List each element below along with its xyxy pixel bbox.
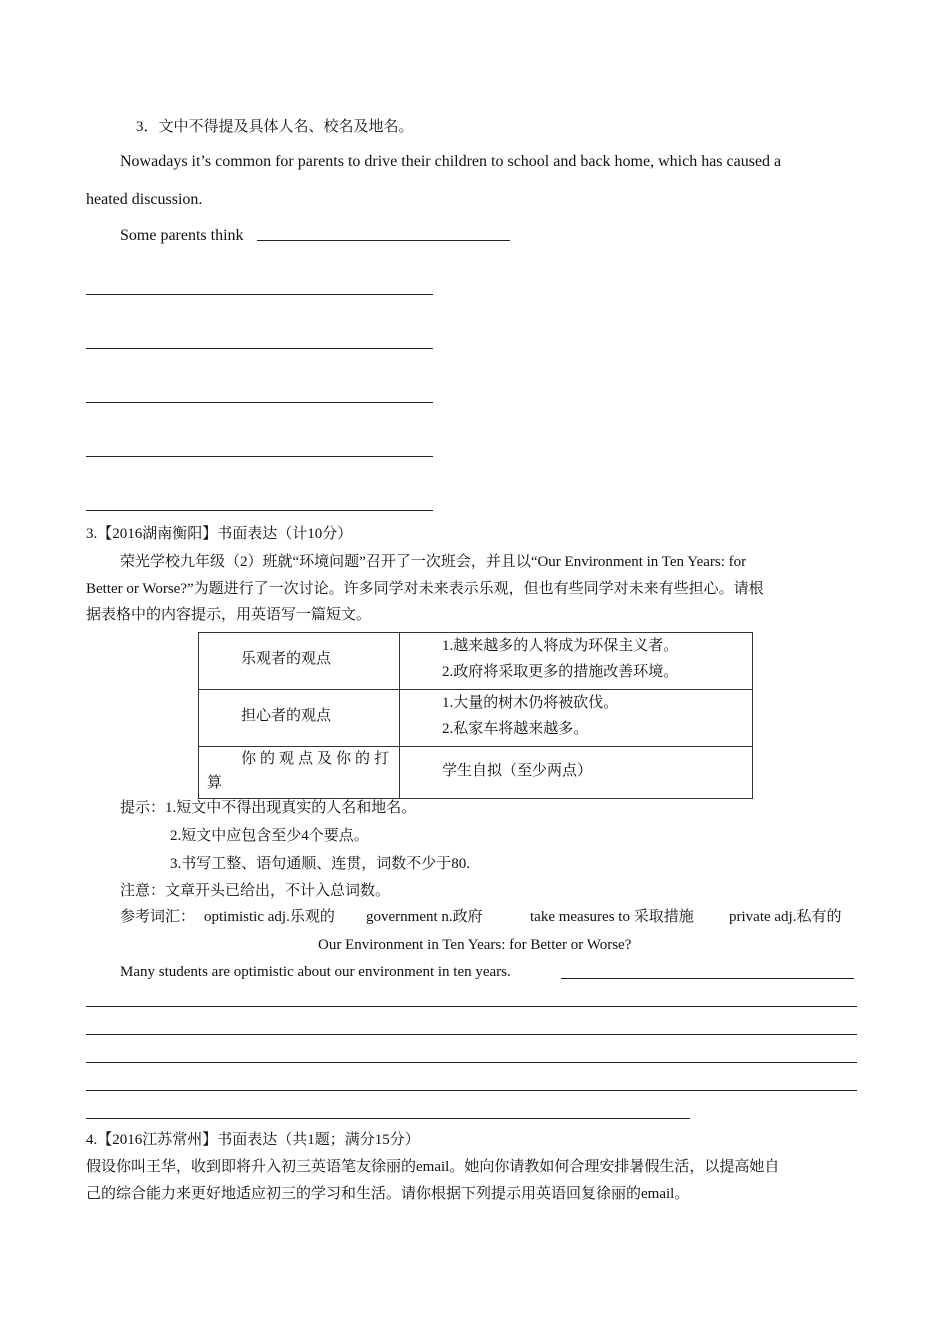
answer-line[interactable] bbox=[86, 510, 433, 511]
vocab-label: 参考词汇： bbox=[120, 909, 196, 925]
rule-3: 3．文中不得提及具体人名、校名及地名。 bbox=[136, 119, 414, 135]
essay-start: Many students are optimistic about our environment in ten years. bbox=[120, 964, 511, 980]
table-cell bbox=[400, 690, 753, 747]
vocab-item-3: take measures to 采取措施 bbox=[530, 909, 694, 925]
q3-paragraph-line-2: Better or Worse?”为题进行了一次讨论。许多同学对未来表示乐观，但也有些同学对未来有些担心。请根 bbox=[86, 581, 764, 597]
table-cell bbox=[199, 690, 400, 747]
table-cell bbox=[199, 633, 400, 690]
opinion-table bbox=[198, 632, 753, 799]
tips-2: 2.短文中应包含至少4个要点。 bbox=[170, 828, 369, 844]
intro-line-1: Nowadays it’s common for parents to drive their children to school and back home, which has caused a bbox=[120, 153, 782, 170]
answer-line[interactable] bbox=[86, 348, 433, 349]
tips-3: 3.书写工整、语句通顺、连贯，词数不少于80. bbox=[170, 856, 471, 872]
table-row bbox=[199, 690, 753, 747]
row1-item-1: 1.越来越多的人将成为环保主义者。 bbox=[442, 638, 679, 654]
tips-1: 提示：1.短文中不得出现真实的人名和地名。 bbox=[120, 800, 417, 816]
q3-paragraph-line-3: 据表格中的内容提示，用英语写一篇短文。 bbox=[86, 607, 372, 623]
row3-content: 学生自拟（至少两点） bbox=[442, 763, 593, 779]
table-row bbox=[199, 633, 753, 690]
essay-title: Our Environment in Ten Years: for Better or Worse? bbox=[318, 937, 632, 953]
row3-label-part-2: 算 bbox=[207, 775, 223, 791]
answer-line[interactable] bbox=[86, 1006, 857, 1007]
answer-line[interactable] bbox=[86, 1062, 857, 1063]
q3-paragraph-line-1: 荣光学校九年级（2）班就“环境问题”召开了一次班会，并且以“Our Environment in Ten Years: for bbox=[120, 554, 747, 570]
row3-label-part-1: 你的观点及你的打 bbox=[241, 751, 394, 767]
answer-blank-inline[interactable] bbox=[257, 240, 510, 241]
row1-item-2: 2.政府将采取更多的措施改善环境。 bbox=[442, 664, 679, 680]
answer-line[interactable] bbox=[86, 1034, 857, 1035]
table-cell bbox=[400, 633, 753, 690]
table-cell bbox=[400, 747, 753, 799]
row1-label: 乐观者的观点 bbox=[241, 651, 332, 667]
vocab-item-2: government n.政府 bbox=[366, 909, 483, 925]
vocab-item-1: optimistic adj.乐观的 bbox=[204, 909, 335, 925]
row2-item-2: 2.私家车将越来越多。 bbox=[442, 721, 589, 737]
answer-line[interactable] bbox=[86, 1118, 690, 1119]
answer-line[interactable] bbox=[86, 402, 433, 403]
row2-label: 担心者的观点 bbox=[241, 708, 332, 724]
q4-heading: 4.【2016江苏常州】书面表达（共1题；满分15分） bbox=[86, 1132, 420, 1148]
note: 注意：文章开头已给出，不计入总词数。 bbox=[120, 883, 391, 899]
row2-item-1: 1.大量的树木仍将被砍伐。 bbox=[442, 695, 619, 711]
answer-line[interactable] bbox=[86, 1090, 857, 1091]
q3-heading: 3.【2016湖南衡阳】书面表达（计10分） bbox=[86, 526, 353, 542]
answer-line[interactable] bbox=[86, 294, 433, 295]
answer-blank-inline[interactable] bbox=[561, 978, 854, 979]
q4-paragraph-line-2: 己的综合能力来更好地适应初三的学习和生活。请你根据下列提示用英语回复徐丽的email。 bbox=[86, 1186, 690, 1202]
essay-starter: Some parents think bbox=[120, 227, 244, 244]
vocab-item-4: private adj.私有的 bbox=[729, 909, 842, 925]
table-cell bbox=[199, 747, 400, 799]
table-row bbox=[199, 747, 753, 799]
q4-paragraph-line-1: 假设你叫王华，收到即将升入初三英语笔友徐丽的email。她向你请教如何合理安排暑假生活，以提高她自 bbox=[86, 1159, 780, 1175]
answer-line[interactable] bbox=[86, 456, 433, 457]
intro-line-2: heated discussion. bbox=[86, 191, 203, 208]
